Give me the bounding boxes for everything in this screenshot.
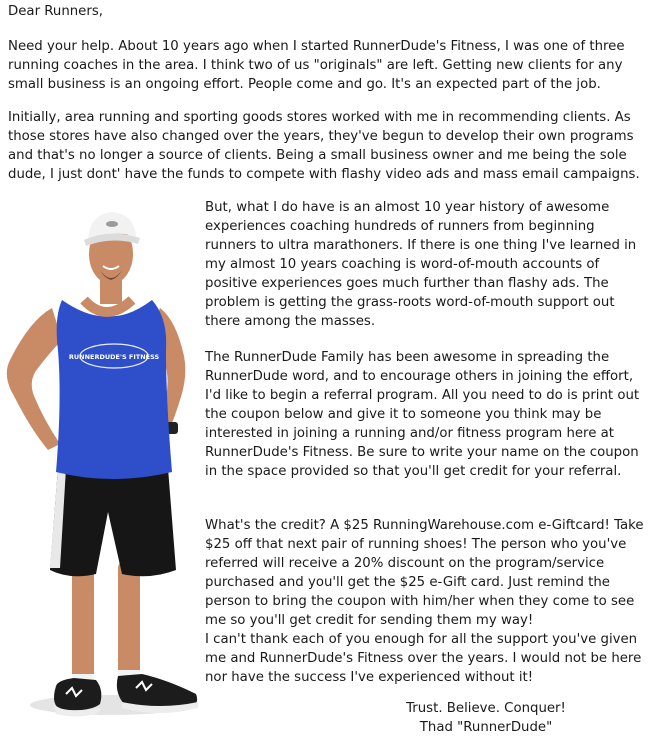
paragraph-credit: What's the credit? A $25 RunningWarehouse.com e-Giftcard! Take $25 off that next pair of running shoes! The person who you've referred will receive a 20% discount on the program/service purchased and you'll get the $25 e-Gift card. Just remind the person to bring the coupon with him/her when they come to see me so you'll get credit for sending them my way! xyxy=(205,518,644,628)
shirt xyxy=(56,300,172,479)
left-leg xyxy=(72,560,94,685)
signoff xyxy=(396,699,576,737)
signoff-motto: Trust. Believe. Conquer! xyxy=(406,701,566,716)
paragraph-thanks: I can't thank each of you enough for all the support you've given me and RunnerDude's Fitness over the years. I would not be here nor have the success I've experienced without it! xyxy=(205,632,642,685)
paragraph-history: But, what I do have is an almost 10 year history of awesome experiences coaching hundreds of runners from beginning runners to ultra marathoners. If there is one thing I've learned in my almost 10 years coaching is word-of-mouth accounts of positive experiences goes much further than flashy ads. The problem is getting the grass-roots word-of-mouth support out there among the masses. xyxy=(205,200,637,329)
paragraph-background: Initially, area running and sporting goods stores worked with me in recommending clients. As those stores have also changed over the years, they've begun to develop their own programs and that's no longer a source of clients. Being a small business owner and me being the sole dude, I just dont' have the funds to compete with flashy video ads and mass email campaigns. xyxy=(8,110,640,182)
column-paragraph-history xyxy=(205,198,649,331)
cap-logo xyxy=(106,221,118,227)
left-arm xyxy=(7,308,62,450)
right-leg xyxy=(118,560,140,685)
column-paragraph-thanks xyxy=(205,630,649,687)
greeting: Dear Runners, xyxy=(8,4,103,19)
paragraph-referral: The RunnerDude Family has been awesome in spreading the RunnerDude word, and to encourage others in joining the effort, I'd like to begin a referral program. All you need to do is print out the coupon below and give it to someone you think may be interested in joining a running and/or fitness program here at RunnerDude's Fitness. Be sure to write your name on the coupon in the space provided so that you'll get credit for your referral. xyxy=(205,350,640,479)
column-paragraph-credit xyxy=(205,516,649,630)
runner-photo xyxy=(0,200,205,756)
shirt-logo-text: RUNNERDUDE'S FITNESS xyxy=(68,353,160,361)
column-paragraph-referral xyxy=(205,348,649,481)
shorts xyxy=(50,468,176,576)
paragraph-intro: Need your help. About 10 years ago when I started RunnerDude's Fitness, I was one of three running coaches in the area. I think two of us "originals" are left. Getting new clients for any small business is an ongoing effort. People come and go. It's an expected part of the job. xyxy=(8,39,625,92)
signoff-signature: Thad "RunnerDude" xyxy=(419,720,553,735)
